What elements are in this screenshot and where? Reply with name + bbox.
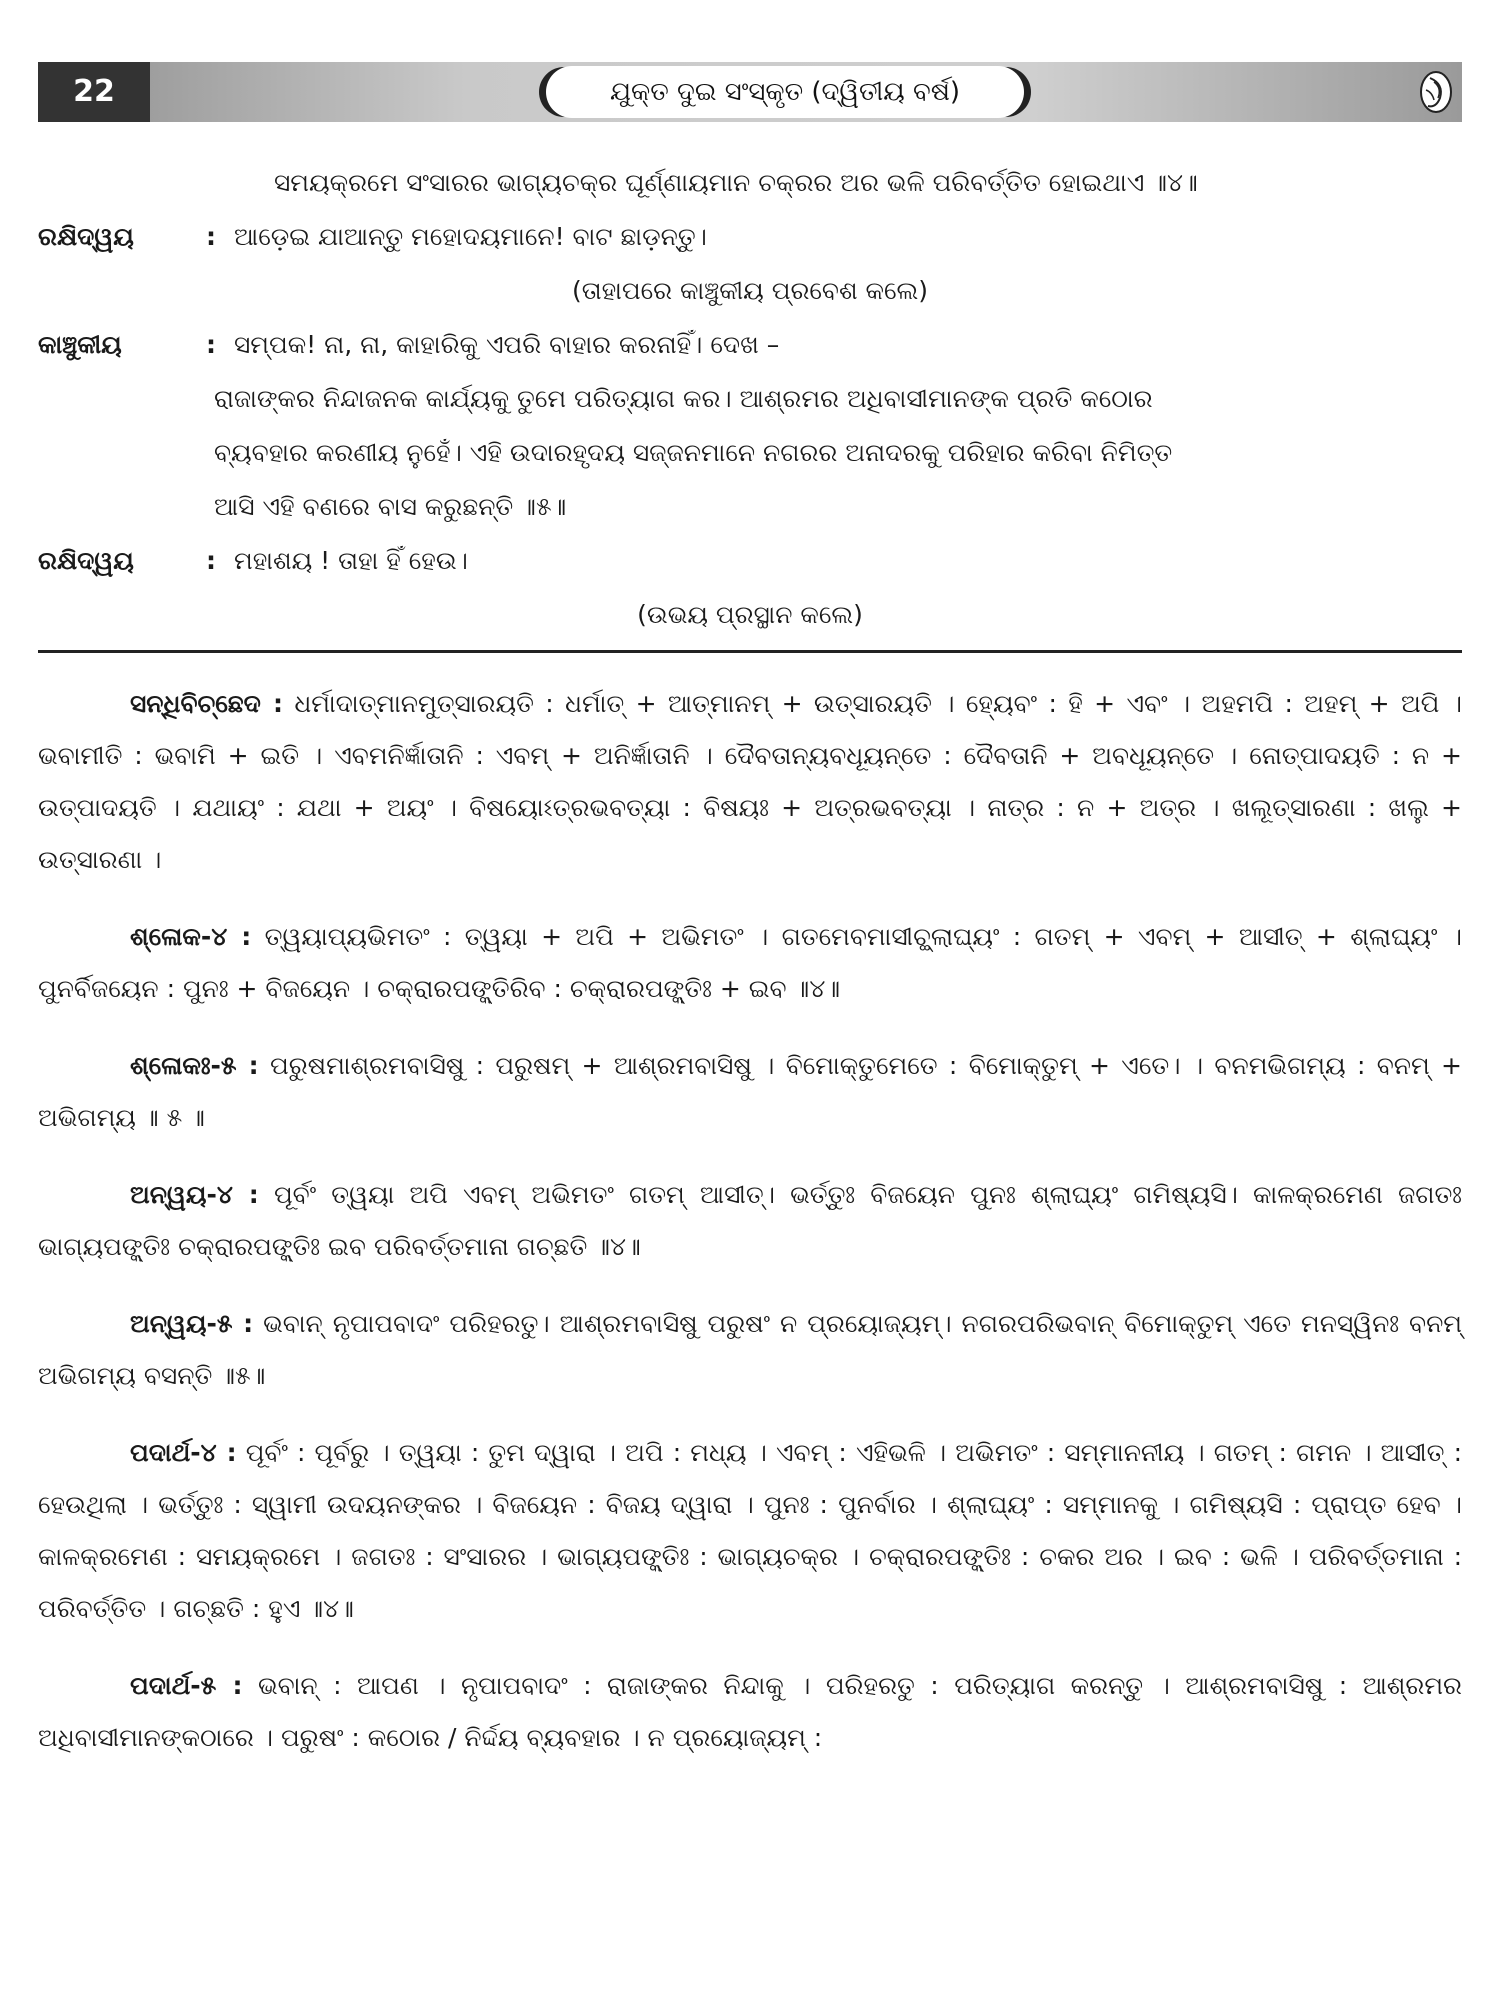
padartha-4-paragraph: [38, 1427, 1462, 1635]
verse-5-line: ରାଜାଙ୍କର ନିନ୍ଦାଜନକ କାର୍ଯ୍ୟକୁ ତୁମେ ପରିତ୍ୟାଗ କର। ଆଶ୍ରମର ଅଧିବାସୀମାନଙ୍କ ପ୍ରତି କଠୋର: [214, 384, 1153, 413]
section-text: ପୂର୍ବଂ ତ୍ୱୟା ଅପି ଏବମ୍ ଅଭିମତଂ ଗତମ୍ ଆସୀତ୍। ଭର୍ତ୍ତୁଃ ବିଜୟେନ ପୁନଃ ଶ୍ଲାଘ୍ୟଂ ଗମିଷ୍ୟସି। କାଳକ୍ରମେଣ ଜଗତଃ ଭାଗ୍ୟପଙ୍କ୍ତିଃ ଚକ୍ରାରପଙ୍କ୍ତିଃ ଇବ ପରିବର୍ତ୍ତମାନା ଗଚ୍ଛତି ॥୪॥: [38, 1180, 1462, 1261]
dialogue-text: ମହାଶୟ ! ତାହା ହିଁ ହେଉ।: [234, 546, 468, 575]
section-label: ଶ୍ଳୋକ-୪ :: [130, 922, 252, 951]
section-label: ପଦାର୍ଥ-୪ :: [130, 1438, 237, 1467]
section-text: ପରୁଷମାଶ୍ରମବାସିଷୁ : ପରୁଷମ୍ + ଆଶ୍ରମବାସିଷୁ । ବିମୋକ୍ତୁମେତେ : ବିମୋକ୍ତୁମ୍ + ଏତେ। । ବନମଭିଗମ୍ୟ : ବନମ୍ + ଅଭିଗମ୍ୟ ॥ ୫ ॥: [38, 1051, 1463, 1132]
book-title-box: [546, 66, 1024, 118]
dialogue-row: [38, 534, 1462, 588]
anvaya-5-paragraph: [38, 1298, 1462, 1402]
section-text: ତ୍ୱୟାପ୍ୟଭିମତଂ : ତ୍ୱୟା + ଅପି + ଅଭିମତଂ । ଗତମେବମାସୀଚ୍ଛ୍ଲାଘ୍ୟଂ : ଗତମ୍ + ଏବମ୍ + ଆସୀତ୍ + ଶ୍ଲାଘ୍ୟଂ । ପୁନର୍ବିଜୟେନ : ପୁନଃ + ବିଜୟେନ । ଚକ୍ରାରପଙ୍କ୍ତିରିବ : ଚକ୍ରାରପଙ୍କ୍ତିଃ + ଇବ ॥୪॥: [38, 922, 1462, 1003]
section-label: ଅନ୍ୱୟ-୪ :: [130, 1180, 259, 1209]
anvaya-4-paragraph: [38, 1169, 1462, 1273]
shloka-4-paragraph: [38, 911, 1462, 1015]
colon: :: [206, 330, 216, 359]
speaker-name: କାଞ୍ଚୁକୀୟ: [38, 330, 122, 359]
book-title: ଯୁକ୍ତ ଦୁଇ ସଂସ୍କୃତ (ଦ୍ୱିତୀୟ ବର୍ଷ): [609, 77, 961, 107]
dialogue-row: [38, 210, 1462, 264]
sandhi-paragraph: [38, 678, 1462, 886]
section-text: ଧର୍ମାଦାତ୍ମାନମୁତ୍ସାରୟତି : ଧର୍ମାତ୍ + ଆତ୍ମାନମ୍ + ଉତ୍ସାରୟତି । ହ୍ୟେବଂ : ହି + ଏବଂ । ଅହମପି : ଅହମ୍ + ଅପି । ଭବାମୀତି : ଭବାମି + ଇତି । ଏବମନିର୍ଜ୍ଞାତାନି : ଏବମ୍ + ଅନିର୍ଜ୍ଞାତାନି । ଦୈବତାନ୍ୟବଧୂୟନ୍ତେ : ଦୈବତାନି + ଅବଧୂୟନ୍ତେ । ନୋତ୍ପାଦୟତି : ନ + ଉତ୍ପାଦୟତି । ଯଥାୟଂ : ଯଥା + ଅୟଂ । ବିଷୟୋଽତ୍ରଭବତ୍ୟା : ବିଷୟଃ + ଅତ୍ରଭବତ୍ୟା । ନାତ୍ର : ନ + ଅତ୍ର । ଖଲୂତ୍ସାରଣା : ଖଲୁ + ଉତ୍ସାରଣା ।: [38, 689, 1462, 874]
page-content: [38, 156, 1462, 1772]
dialogue-row: [38, 318, 1462, 372]
verse-5-line: ବ୍ୟବହାର କରଣୀୟ ନୁହେଁ। ଏହି ଉଦାରହୃଦୟ ସଜ୍ଜନମାନେ ନଗରର ଅନାଦରକୁ ପରିହାର କରିବା ନିମିତ୍ତ: [214, 438, 1173, 467]
conch-shell-logo-icon: [1416, 68, 1456, 116]
verse-4-end: ସମୟକ୍ରମେ ସଂସାରର ଭାଗ୍ୟଚକ୍ର ଘୂର୍ଣ୍ଣାୟମାନ ଚକ୍ରର ଅର ଭଳି ପରିବର୍ତ୍ତିତ ହୋଇଥାଏ ॥୪॥: [274, 168, 1198, 197]
colon: :: [206, 222, 216, 251]
section-label: ସନ୍ଧିବିଚ୍ଛେଦ :: [130, 689, 283, 718]
section-divider: [38, 650, 1462, 653]
dialogue-text: ଆଡ଼େଇ ଯାଆନ୍ତୁ ମହୋଦୟମାନେ! ବାଟ ଛାଡ଼ନ୍ତୁ।: [234, 222, 707, 251]
section-text: ଭବାନ୍ : ଆପଣ । ନୃପାପବାଦଂ : ରାଜାଙ୍କର ନିନ୍ଦାକୁ । ପରିହରତୁ : ପରିତ୍ୟାଗ କରନ୍ତୁ । ଆଶ୍ରମବାସିଷୁ : ଆଶ୍ରମର ଅଧିବାସୀମାନଙ୍କଠାରେ । ପରୁଷଂ : କଠୋର / ନିର୍ଦ୍ଦୟ ବ୍ୟବହାର । ନ ପ୍ରୟୋଜ୍ୟମ୍ :: [38, 1671, 1462, 1752]
section-label: ଅନ୍ୱୟ-୫ :: [130, 1309, 254, 1338]
page-header: [38, 62, 1462, 122]
padartha-5-paragraph: [38, 1660, 1462, 1764]
section-label: ଶ୍ଳୋକଃ-୫ :: [130, 1051, 259, 1080]
speaker-name: ରକ୍ଷିଦ୍ୱୟ: [38, 222, 134, 251]
shloka-5-paragraph: [38, 1040, 1462, 1144]
dialogue-text: ସମ୍ପକ! ନା, ନା, କାହାରିକୁ ଏପରି ବାହାର କରନାହିଁ। ଦେଖ –: [234, 330, 780, 359]
section-text: ଭବାନ୍ ନୃପାପବାଦଂ ପରିହରତୁ। ଆଶ୍ରମବାସିଷୁ ପରୁଷଂ ନ ପ୍ରୟୋଜ୍ୟମ୍। ନଗରପରିଭବାନ୍ ବିମୋକ୍ତୁମ୍ ଏତେ ମନସ୍ୱିନଃ ବନମ୍ ଅଭିଗମ୍ୟ ବସନ୍ତି ॥୫॥: [38, 1309, 1462, 1390]
section-label: ପଦାର୍ଥ-୫ :: [130, 1671, 243, 1700]
colon: :: [206, 546, 216, 575]
page-number: 22: [38, 62, 150, 122]
verse-5-line: ଆସି ଏହି ବଣରେ ବାସ କରୁଛନ୍ତି ॥୫॥: [214, 492, 567, 521]
stage-direction: (ଉଭୟ ପ୍ରସ୍ଥାନ କଲେ): [637, 600, 863, 629]
stage-direction: (ତାହାପରେ କାଞ୍ଚୁକୀୟ ପ୍ରବେଶ କଲେ): [571, 276, 929, 305]
speaker-name: ରକ୍ଷିଦ୍ୱୟ: [38, 546, 134, 575]
section-text: ପୂର୍ବଂ : ପୂର୍ବରୁ । ତ୍ୱୟା : ତୁମ ଦ୍ୱାରା । ଅପି : ମଧ୍ୟ । ଏବମ୍ : ଏହିଭଳି । ଅଭିମତଂ : ସମ୍ମାନନୀୟ । ଗତମ୍ : ଗମନ । ଆସୀତ୍ : ହେଉଥିଲା । ଭର୍ତ୍ତୁଃ : ସ୍ୱାମୀ ଉଦୟନଙ୍କର । ବିଜୟେନ : ବିଜୟ ଦ୍ୱାରା । ପୁନଃ : ପୁନର୍ବାର । ଶ୍ଲାଘ୍ୟଂ : ସମ୍ମାନକୁ । ଗମିଷ୍ୟସି : ପ୍ରାପ୍ତ ହେବ । କାଳକ୍ରମେଣ : ସମୟକ୍ରମେ । ଜଗତଃ : ସଂସାରର । ଭାଗ୍ୟପଙ୍କ୍ତିଃ : ଭାଗ୍ୟଚକ୍ର । ଚକ୍ରାରପଙ୍କ୍ତିଃ : ଚକର ଅର । ଇବ : ଭଳି । ପରିବର୍ତ୍ତମାନା : ପରିବର୍ତ୍ତିତ । ଗଚ୍ଛତି : ହୁଏ ॥୪॥: [38, 1438, 1463, 1623]
